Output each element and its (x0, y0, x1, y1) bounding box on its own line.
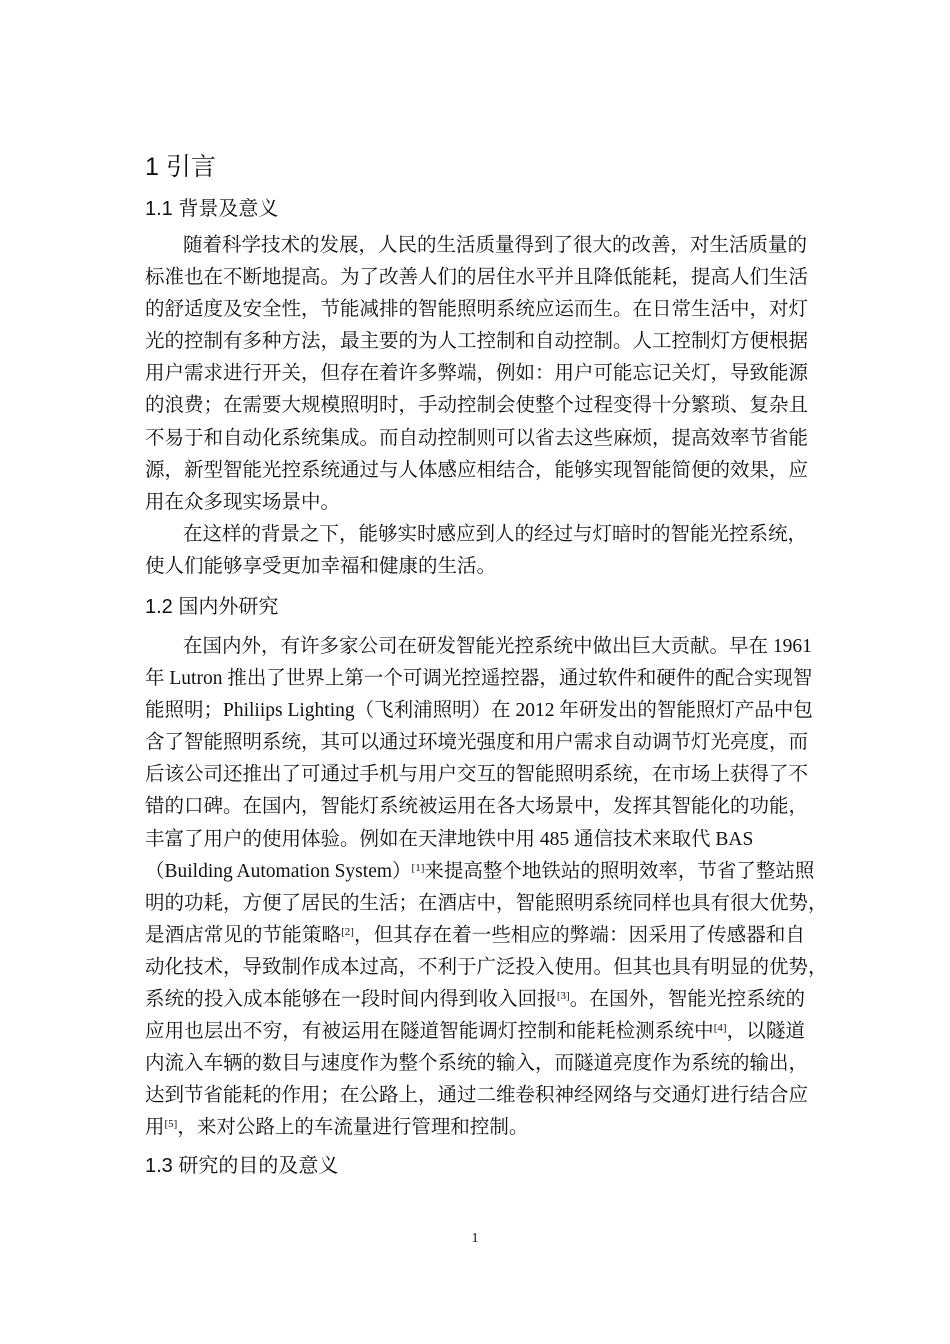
text-segment: 错的口碑。在国内，智能灯系统被运用在各大场景中，发挥其智能化的功能， (145, 796, 809, 818)
text-segment: 来提高整个地铁站的照明效率，节省了整站照 (424, 860, 815, 882)
text-line (145, 455, 809, 487)
text-line (145, 358, 809, 390)
text-line (145, 1016, 805, 1048)
text-line (145, 294, 809, 326)
section-heading-1-1: 1.1 背景及意义 (145, 198, 279, 220)
text-line (145, 631, 812, 663)
text-segment: ，但其存在着一些相应的弊端：因采用了传感器和自 (353, 924, 805, 946)
text-segment: 不易于和自动化系统集成。而自动控制则可以省去这些麻烦，提高效率节省能 (145, 427, 809, 449)
paragraph-background-1 (145, 230, 809, 519)
citation-reference: [2] (341, 925, 354, 938)
text-segment: 系统的投入成本能够在一段时间内得到收入回报 (145, 989, 557, 1011)
text-segment: 的浪费；在需要大规模照明时，手动控制会使整个过程变得十分繁琐、复杂且 (145, 395, 809, 417)
text-segment: 在这样的背景之下，能够实时感应到人的经过与灯暗时的智能光控系统， (183, 524, 808, 545)
text-segment: 内流入车辆的数目与速度作为整个系统的输入，而隧道亮度作为系统的输出， (145, 1053, 809, 1075)
text-segment: 用户需求进行开关，但存在着许多弊端，例如：用户可能忘记关灯，导致能源 (145, 363, 809, 385)
text-line (145, 695, 813, 727)
text-line (145, 519, 808, 551)
text-line (145, 262, 809, 294)
text-segment: 达到节省能耗的作用；在公路上，通过二维卷积神经网络与交通灯进行结合应 (145, 1085, 809, 1107)
text-segment: 使人们能够享受更加幸福和健康的生活。 (145, 556, 497, 578)
text-segment: 明的功耗，方便了居民的生活；在酒店中，智能照明系统同样也具有很大优势， (145, 892, 828, 914)
text-line (145, 1112, 805, 1144)
text-segment: 随着科学技术的发展，人民的生活质量得到了很大的改善，对生活质量的 (183, 235, 808, 256)
chapter-heading: 1 引言 (145, 153, 216, 181)
text-line (145, 759, 809, 791)
section-heading-1-2: 1.2 国内外研究 (145, 596, 279, 618)
section-heading-1-3: 1.3 研究的目的及意义 (145, 1155, 339, 1177)
text-line (145, 390, 809, 422)
text-segment: 的舒适度及安全性，节能减排的智能照明系统应运而生。在日常生活中，对灯 (145, 299, 809, 321)
text-segment: （Building Automation System） (145, 860, 412, 882)
text-segment: 后该公司还推出了可通过手机与用户交互的智能照明系统，在市场上获得了不 (145, 764, 809, 786)
citation-reference: [1] (411, 861, 425, 874)
text-segment: 是酒店常见的节能策略 (145, 924, 342, 946)
citation-reference: [3] (556, 990, 570, 1003)
text-line (145, 791, 809, 823)
text-segment: 光的控制有多种方法，最主要的为人工控制和自动控制。人工控制灯方便根据 (145, 331, 809, 353)
text-line (145, 727, 809, 759)
text-line (145, 856, 815, 888)
paragraph-background-2 (145, 519, 808, 583)
text-line (145, 1048, 809, 1080)
text-segment: 标准也在不断地提高。为了改善人们的居住水平并且降低能耗，提高人们生活 (145, 267, 809, 289)
text-line (145, 423, 809, 455)
text-segment: 用在众多现实场景中。 (145, 491, 341, 513)
text-line (145, 487, 805, 519)
text-line (145, 952, 828, 984)
text-segment: 含了智能照明系统，其可以通过环境光强度和用户需求自动调节灯光亮度，而 (145, 732, 809, 754)
text-line (145, 888, 828, 920)
text-segment: 源，新型智能光控系统通过与人体感应相结合，能够实现智能简便的效果，应 (145, 459, 809, 481)
text-line (145, 1080, 809, 1112)
citation-reference: [5] (164, 1118, 178, 1131)
text-segment: 动化技术，导致制作成本过高，不利于广泛投入使用。但其也具有明显的优势， (145, 956, 828, 978)
text-line (145, 326, 809, 358)
text-segment: 能照明；Philiips Lighting（飞利浦照明）在 2012 年研发出的智能照灯产品中包 (145, 700, 813, 722)
page-number: 1 (471, 1231, 479, 1246)
text-segment: ，以隧道 (726, 1021, 805, 1043)
text-segment: 。在国外，智能光控系统的 (569, 989, 805, 1011)
text-segment: 应用也层出不穷，有被运用在隧道智能调灯控制和能耗检测系统中 (145, 1021, 714, 1043)
text-segment: 丰富了用户的使用体验。例如在天津地铁中用 485 通信技术来取代 BAS (145, 828, 754, 850)
text-segment: 在国内外，有许多家公司在研发智能光控系统中做出巨大贡献。早在 1961 (183, 636, 812, 657)
text-segment: ，来对公路上的车流量进行管理和控制。 (177, 1117, 529, 1139)
text-segment: 用 (145, 1117, 165, 1139)
text-line (145, 551, 805, 583)
text-line (145, 663, 813, 695)
citation-reference: [4] (713, 1022, 727, 1035)
text-line (145, 984, 805, 1016)
text-line (145, 230, 808, 262)
paragraph-research (145, 631, 828, 1145)
text-line (145, 920, 805, 952)
text-line (145, 824, 805, 856)
text-segment: 年 Lutron 推出了世界上第一个可调光控遥控器，通过软件和硬件的配合实现智 (145, 668, 813, 690)
